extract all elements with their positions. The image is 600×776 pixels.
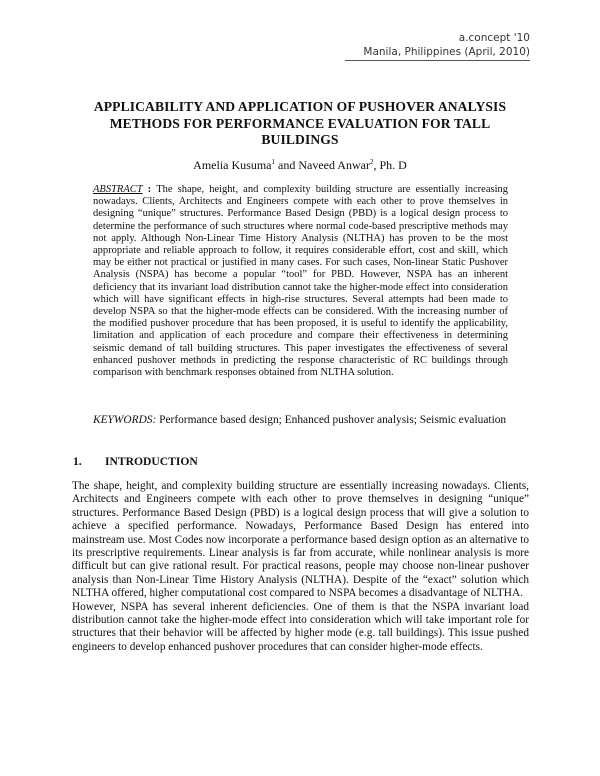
header-location: Manila, Philippines (April, 2010) [363, 46, 530, 58]
intro-paragraph-2: However, NSPA has several inherent deficiencies. One of them is that the NSPA invariant load distribution cannot take the higher-mode effect into consideration which will take important role for structures that their behavior will be affected by higher mode (e.g. tall buildings). This issue pushed engineers to develop enhanced pushover procedures that can consider higher-mode effects. [72, 600, 529, 653]
abstract-label: ABSTRACT [93, 184, 143, 195]
author-suffix: , Ph. D [373, 158, 407, 172]
author-1-affiliation: 1 [271, 158, 275, 166]
author-connector: and [275, 158, 299, 172]
section-heading [73, 455, 198, 468]
header-conference: a.concept '10 [458, 32, 530, 44]
keywords-label: KEYWORDS: [93, 414, 157, 426]
author-2: Naveed Anwar [298, 158, 370, 172]
abstract-separator: : [142, 184, 157, 195]
paper-title: APPLICABILITY AND APPLICATION OF PUSHOVER ANALYSIS METHODS FOR PERFORMANCE EVALUATION FOR TALL BUILDINGS [93, 99, 507, 147]
keywords-text: Performance based design; Enhanced pushover analysis; Seismic evaluation [156, 414, 507, 426]
introduction-body [72, 480, 529, 654]
running-header [345, 31, 530, 61]
keywords [93, 414, 508, 428]
abstract [93, 184, 508, 379]
section-number: 1. [73, 455, 82, 468]
author-line [0, 158, 600, 173]
abstract-text: The shape, height, and complexity building structure are essentially increasing nowadays. Clients, Architects and Engineers compete with each other to prove themselves in designing “unique” structures. Performance Based Design (PBD) is a logical design process to determine the performance of such structures where normal code-based prescriptive methods may not apply. Although Non-Linear Time History Analysis (NLTHA) has proven to be the most appropriate and reliable approach to follow, it requires considerable effort, cost and skill, which may be either not practical or justified in many cases. For such cases, Non-linear Static Pushover Analysis (NSPA) has become a popular “tool” for PBD. However, NSPA has an inherent deficiency that its invariant load distribution cannot take the higher-mode effect into consideration which will have significant effects in high-rise structures. Several attempts had been made to develop NSPA so that the higher-mode effects can be considered. With the increasing number of the modified pushover procedure that has been proposed, it is useful to identify the applicability, limitation and application of each procedure and compare their effectiveness in determining seismic demand of tall building structures. This paper investigates the effectiveness of several enhanced pushover methods in predicting the response characteristic of RC buildings through comparison with benchmark responses obtained from NLTHA solution. [93, 184, 508, 379]
author-2-affiliation: 2 [369, 158, 374, 166]
header-rule [345, 60, 530, 61]
author-1: Amelia Kusuma [193, 158, 272, 172]
section-title: INTRODUCTION [105, 455, 198, 468]
intro-paragraph-1: The shape, height, and complexity building structure are essentially increasing nowadays. Clients, Architects and Engineers compete with each other to prove themselves in designing “unique” structures. Performance Based Design (PBD) is a logical design process that will give a solution to achieve a specified performance. Nowadays, Performance Based Design has entered into mainstream use. Most Codes now incorporate a performance based design option as an alternative to its prescriptive requirements. Linear analysis is far from accurate, while nonlinear analysis is more difficult but can give rational result. For practical reasons, people may choose non-linear pushover analysis than Non-Linear Time History Analysis (NLTHA). Despite of the “exact” solution which NLTHA offered, higher computational cost compared to NSPA becomes a disadvantage of NLTHA. [72, 480, 529, 600]
